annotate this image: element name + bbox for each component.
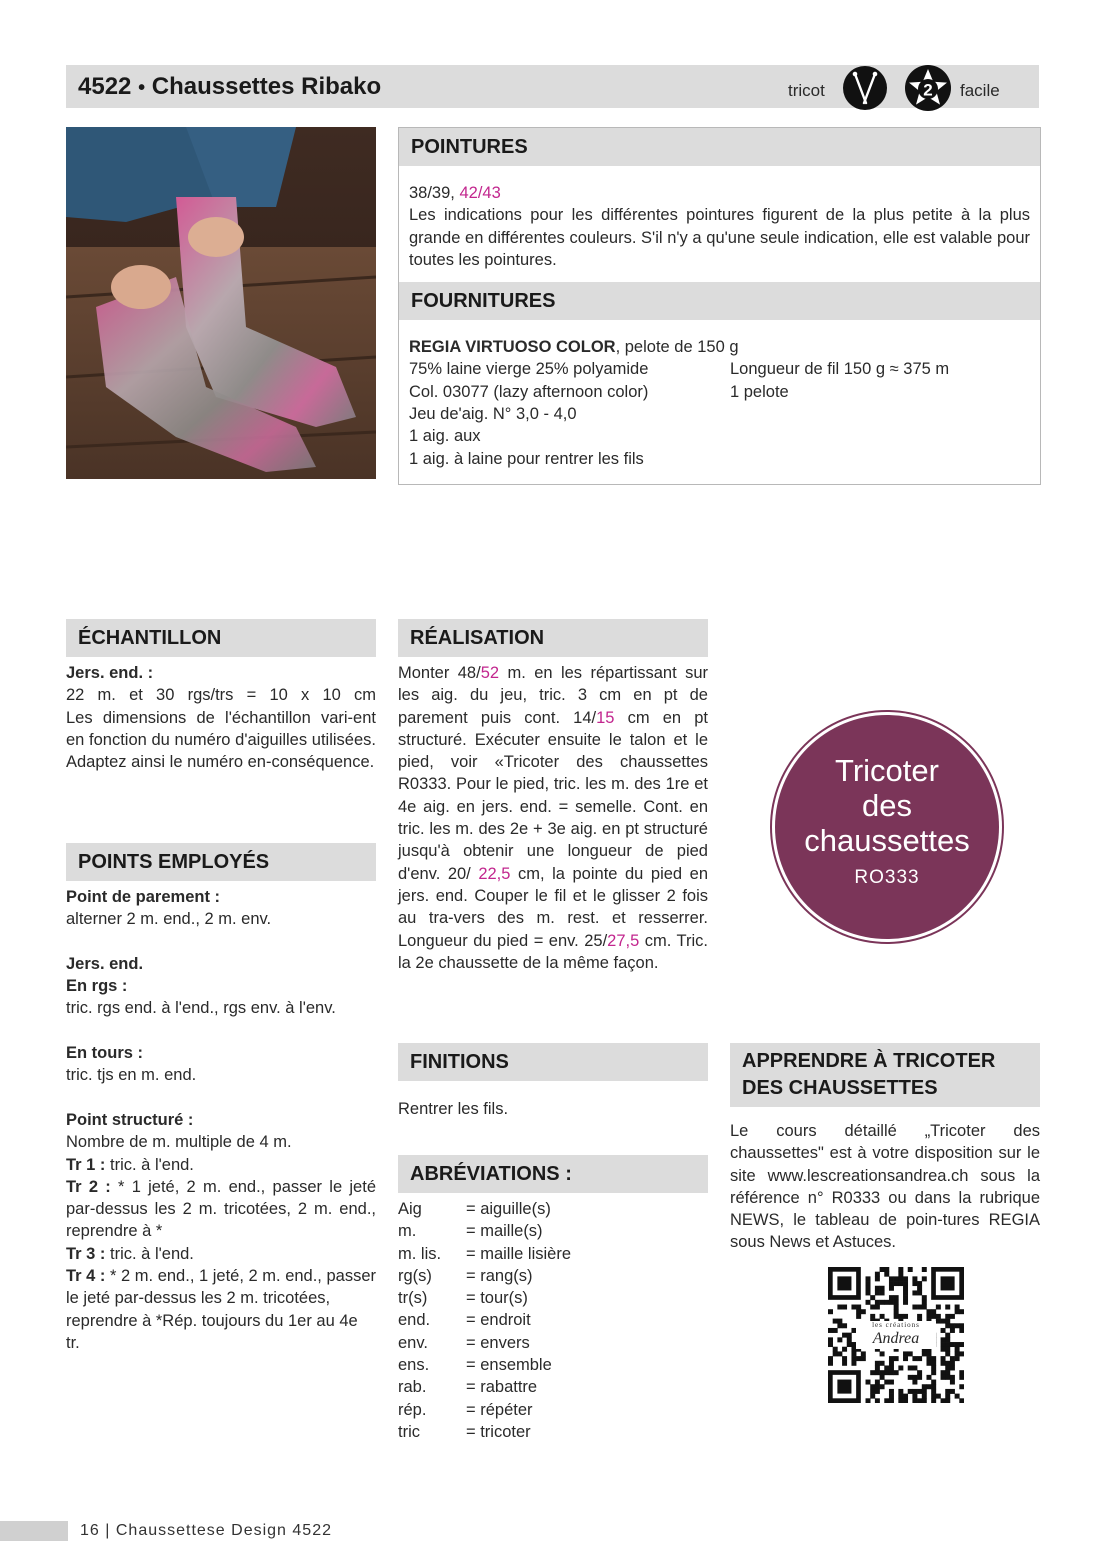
material-line: Jeu de'aig. N° 3,0 - 4,0 <box>409 405 577 424</box>
tutorial-badge <box>775 715 999 939</box>
instructions-size-value: 27,5 <box>607 931 640 950</box>
material-line: 1 aig. à laine pour rentrer les fils <box>409 449 644 468</box>
stitch-title: En rgs : <box>66 977 128 996</box>
difficulty-label: facile <box>960 81 1000 100</box>
abbreviation-key: ens. <box>398 1356 430 1375</box>
material-line: 1 aig. aux <box>409 427 481 446</box>
stitch-text: alterner 2 m. end., 2 m. env. <box>66 910 272 929</box>
yarn-rest: , pelote de 150 g <box>615 338 739 357</box>
abbreviation-row <box>398 1376 708 1398</box>
sizes-values <box>409 182 1030 204</box>
abbreviation-value: = envers <box>466 1333 530 1352</box>
stitches-heading: POINTS EMPLOYÉS <box>66 843 376 881</box>
abbreviation-key: rab. <box>398 1378 427 1397</box>
gauge-line: 22 m. et 30 rgs/trs = 10 x 10 cm <box>66 686 376 705</box>
socks-photo <box>66 127 376 479</box>
page-number: 16 <box>80 1522 100 1539</box>
round-text: tric. à l'end. <box>105 1244 194 1263</box>
stitch-title: Point structuré : <box>66 1110 194 1129</box>
round-2 <box>66 1176 376 1243</box>
learn-heading-line: DES CHAUSSETTES <box>742 1077 938 1099</box>
badge-line: chaussettes <box>804 823 970 858</box>
page-footer <box>80 1521 332 1541</box>
pattern-name: Chaussettes Ribako <box>151 73 382 100</box>
learn-text: Le cours détaillé „Tricoter des chaussettes" est à votre disposition sur le site www.lescreationsandrea.ch sous la référence n° R0333 ou dans la rubrique NEWS, le tableau de poin-tures REGIA sous News et Astuces. <box>730 1122 1040 1252</box>
stitch-title: Point de parement : <box>66 888 221 906</box>
stitch-text: Nombre de m. multiple de 4 m. <box>66 1133 292 1152</box>
stitch-title: Jers. end. <box>66 954 144 973</box>
stitch-text: tric. rgs end. à l'end., rgs env. à l'env. <box>66 999 336 1018</box>
yarn-name: REGIA VIRTUOSO COLOR <box>409 338 616 357</box>
instructions-part: cm en pt structuré. Exécuter ensuite le talon et le pied, voir «Tricoter des chaussettes R0333. Pour le pied, tric. les m. des 1re et 4e aig. en jers. end. = semelle. Cont. en tric. les m. des 2e + 3e aig. en pt structuré jusqu'à obtenir une longueur de pied d'env. 20/ <box>398 708 708 883</box>
finishing-heading: FINITIONS <box>398 1043 708 1081</box>
abbreviation-value: = maille lisière <box>466 1244 571 1263</box>
abbreviation-row <box>398 1399 708 1421</box>
stitch-text: tric. tjs en m. end. <box>66 1066 197 1085</box>
instructions-part: m. en les répartissant sur les aig. du jeu, tric. 3 cm en pt de parement puis cont. 14/ <box>398 664 708 727</box>
learn-section <box>730 1043 1040 1254</box>
materials-section <box>399 320 1040 470</box>
instructions-part: cm, la pointe du pied en jers. end. Couper le fil et le glisser 2 fois au tra-vers des m. rest. et resserrer. Longueur du pied = env. 25/ <box>398 864 708 950</box>
abbreviation-row <box>398 1309 708 1331</box>
instructions-part: cm. Tric. la 2e chaussette de la même façon. <box>398 931 708 972</box>
instructions-text <box>398 662 708 974</box>
abbreviation-value: = rabattre <box>466 1378 538 1397</box>
abbreviation-key: m. <box>398 1222 417 1241</box>
learn-heading-line: APPRENDRE À TRICOTER <box>742 1050 996 1072</box>
difficulty-star-icon <box>905 65 951 111</box>
round-label: Tr 3 : <box>66 1244 106 1263</box>
abbreviation-key: tric <box>398 1422 420 1441</box>
gauge-text: Les dimensions de l'échantillon vari-ent en fonction du numéro d'aiguilles utilisées. Adaptez ainsi le numéro en-conséquence. <box>66 708 376 772</box>
abbreviation-key: m. lis. <box>398 1244 442 1263</box>
abbreviation-row <box>398 1198 708 1220</box>
page-title <box>78 71 381 104</box>
sizes-text: Les indications pour les différentes pointures figurent de la plus petite à la plus grande en différentes couleurs. S'il n'y a qu'une seule indication, elle est valable pour toutes les pointures. <box>409 206 1030 269</box>
round-3 <box>66 1243 376 1265</box>
round-4 <box>66 1265 376 1354</box>
instructions-size-value: 22,5 <box>478 864 511 883</box>
abbreviations-section <box>398 1155 708 1443</box>
abbreviation-value: = endroit <box>466 1311 531 1330</box>
abbreviation-value: = ensemble <box>466 1356 552 1375</box>
abbreviation-key: Aig <box>398 1200 422 1218</box>
abbreviation-value: = tour(s) <box>466 1289 528 1308</box>
footer-text: Chaussettese Design 4522 <box>115 1522 332 1539</box>
difficulty-number: 2 <box>923 80 933 100</box>
badge-code: RO333 <box>854 867 920 888</box>
abbreviation-row <box>398 1332 708 1354</box>
materials-heading: FOURNITURES <box>399 282 1040 320</box>
round-label: Tr 2 : <box>66 1177 111 1196</box>
qr-logo-brand: Andrea <box>872 1330 920 1347</box>
round-text: tric. à l'end. <box>105 1155 194 1174</box>
footer-separator: | <box>105 1522 111 1539</box>
round-text: * 2 m. end., 1 jeté, 2 m. end., passer le jeté par-dessus les 2 m. tricotées, reprendre à *Rép. toujours du 1er au 4e tr. <box>66 1267 376 1352</box>
round-label: Tr 4 : <box>66 1267 106 1286</box>
material-line: 1 pelote <box>730 382 789 401</box>
abbreviation-value: = rang(s) <box>466 1266 533 1285</box>
abbreviation-key: tr(s) <box>398 1289 428 1308</box>
qr-code[interactable] <box>828 1267 964 1403</box>
abbreviation-value: = aiguille(s) <box>466 1200 551 1218</box>
sizes-heading: POINTURES <box>399 128 1040 166</box>
yarn-line <box>409 336 1030 358</box>
abbreviation-value: = maille(s) <box>466 1222 543 1241</box>
abbreviation-row <box>398 1243 708 1265</box>
abbreviation-key: rg(s) <box>398 1266 432 1285</box>
learn-heading <box>730 1043 1040 1107</box>
abbreviation-row <box>398 1265 708 1287</box>
finishing-text: Rentrer les fils. <box>398 1100 509 1118</box>
sizes-materials-box <box>398 127 1041 485</box>
technique-label: tricot <box>788 81 825 100</box>
title-bullet: • <box>138 77 146 99</box>
abbreviation-row <box>398 1354 708 1376</box>
instructions-size-value: 15 <box>596 708 615 727</box>
abbreviation-row <box>398 1421 708 1443</box>
gauge-subtitle: Jers. end. : <box>66 664 154 682</box>
instructions-part: Monter 48/ <box>398 664 481 682</box>
size-small: 38/39, <box>409 184 455 202</box>
abbreviation-key: end. <box>398 1311 431 1330</box>
abbreviation-value: = tricoter <box>466 1422 531 1441</box>
material-line: Longueur de fil 150 g ≈ 375 m <box>730 360 950 379</box>
badge-line: des <box>862 788 912 823</box>
footer-bar <box>0 1521 68 1541</box>
sizes-section <box>399 166 1040 271</box>
gauge-heading: ÉCHANTILLON <box>66 619 376 657</box>
abbreviation-key: env. <box>398 1333 428 1352</box>
material-line: Col. 03077 (lazy afternoon color) <box>409 382 649 401</box>
pattern-number: 4522 <box>78 73 132 100</box>
abbreviation-value: = répéter <box>466 1400 533 1419</box>
qr-logo-small: les créations <box>872 1321 920 1329</box>
abbreviation-row <box>398 1220 708 1242</box>
instructions-size-value: 52 <box>480 664 500 682</box>
stitches-section <box>66 843 376 1354</box>
abbreviations-heading: ABRÉVIATIONS : <box>398 1155 708 1193</box>
stitch-title: En tours : <box>66 1044 143 1063</box>
gauge-section <box>66 619 376 773</box>
knitting-needles-icon <box>843 66 887 110</box>
abbreviation-row <box>398 1287 708 1309</box>
qr-logo <box>856 1321 936 1349</box>
abbreviations-list <box>398 1198 708 1443</box>
finishing-section <box>398 1043 708 1120</box>
round-text: * 1 jeté, 2 m. end., passer le jeté par-dessus les 2 m. tricotées, 2 m. end., reprendre à * <box>66 1177 376 1241</box>
abbreviation-key: rép. <box>398 1400 427 1419</box>
material-line: 75% laine vierge 25% polyamide <box>409 360 649 379</box>
instructions-heading: RÉALISATION <box>398 619 708 657</box>
size-large: 42/43 <box>459 184 501 202</box>
instructions-section <box>398 619 708 974</box>
badge-line: Tricoter <box>835 753 939 788</box>
round-1 <box>66 1154 376 1176</box>
round-label: Tr 1 : <box>66 1155 106 1174</box>
badge-title <box>775 753 999 858</box>
